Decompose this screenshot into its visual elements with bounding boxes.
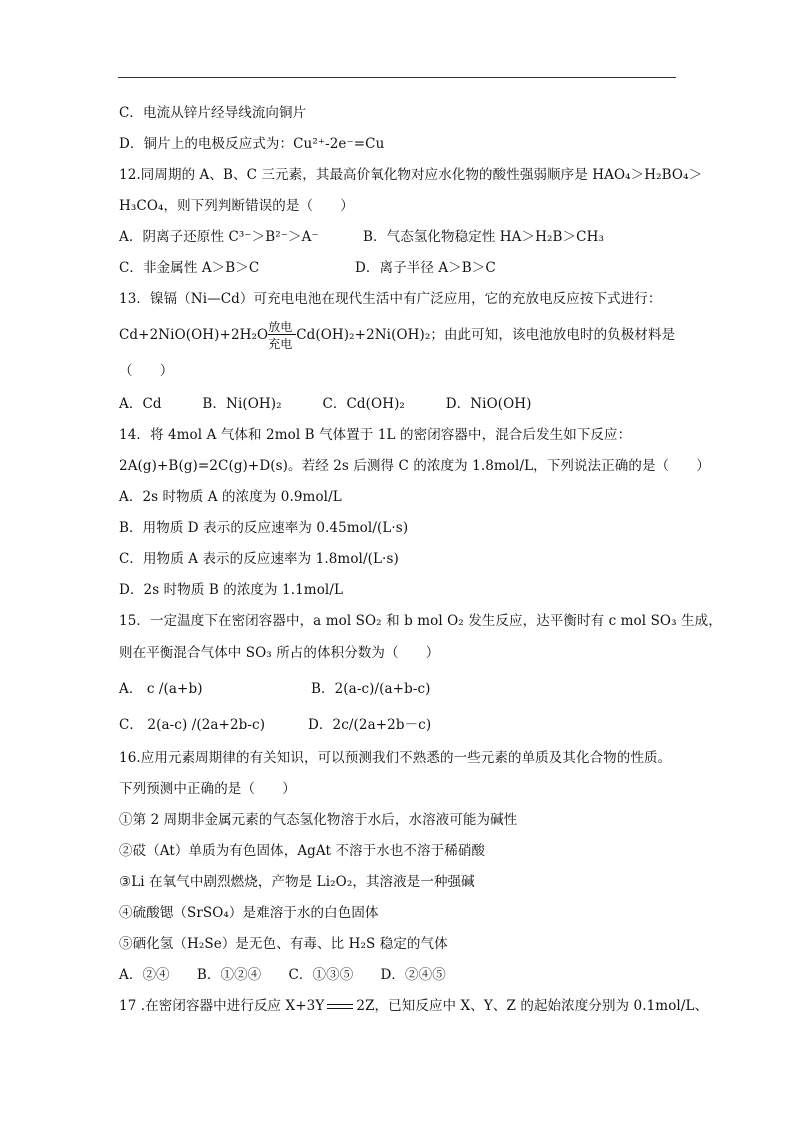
q11-option-c: C．电流从锌片经导线流向铜片 — [119, 105, 307, 121]
q12-option-d: D．离子半径 A＞B＞C — [355, 260, 496, 276]
q13-reaction-arrow — [268, 319, 296, 351]
q13-equation-right: Cd(OH)₂+2Ni(OH)₂；由此可知，该电池放电时的负极材料是 — [296, 327, 676, 343]
q15-option-a: A． c /(a+b) — [119, 681, 203, 697]
q16-options: A．②④ B．①②④ C．①③⑤ D．②④⑤ — [119, 967, 446, 983]
q17-stem-right: 2Z，已知反应中 X、Y、Z 的起始浓度分别为 0.1mol/L、 — [356, 998, 709, 1014]
q16-statement-2: ②砹（At）单质为有色固体，AgAt 不溶于水也不溶于稀硝酸 — [119, 843, 486, 859]
q12-stem-line2: H₃CO₄，则下列判断错误的是（ ） — [119, 198, 354, 214]
q11-option-d: D．铜片上的电极反应式为：Cu²⁺-2e⁻=Cu — [119, 136, 385, 152]
q13-arrow-bottom-label: 充电 — [268, 336, 293, 351]
q14-option-d: D．2s 时物质 B 的浓度为 1.1mol/L — [119, 582, 344, 598]
q16-stem-line2: 下列预测中正确的是（ ） — [119, 781, 296, 797]
q16-statement-3: ③Li 在氧气中剧烈燃烧，产物是 Li₂O₂，其溶液是一种强碱 — [119, 874, 475, 890]
q14-option-a: A．2s 时物质 A 的浓度为 0.9mol/L — [119, 489, 342, 505]
q12-option-b: B．气态氢化物稳定性 HA＞H₂B＞CH₃ — [363, 229, 604, 245]
q15-option-d: D．2c/(2a+2b－c) — [308, 717, 432, 733]
q12-option-a: A．阴离子还原性 C³⁻＞B²⁻＞A⁻ — [119, 229, 319, 245]
q12-option-c: C．非金属性 A＞B＞C — [119, 260, 260, 276]
q17-stem-left: 17 .在密闭容器中进行反应 X+3Y — [119, 998, 325, 1014]
q16-statement-5: ⑤硒化氢（H₂Se）是无色、有毒、比 H₂S 稳定的气体 — [119, 936, 448, 952]
q13-arrow-top-label: 放电 — [268, 319, 293, 334]
equilibrium-arrow-icon — [327, 1002, 353, 1012]
q13-answer-bracket: （ ） — [119, 363, 174, 379]
q14-stem-line1: 14．将 4mol A 气体和 2mol B 气体置于 1L 的密闭容器中，混合后发生如下反应： — [119, 427, 632, 443]
q13-equation — [119, 319, 676, 351]
q15-option-c: C． 2(a-c) /(2a+2b-c) — [119, 717, 266, 733]
q13-stem-line1: 13．镍镉（Ni—Cd）可充电电池在现代生活中有广泛应用，它的充放电反应按下式进行： — [119, 291, 662, 307]
q14-option-c: C．用物质 A 表示的反应速率为 1.8mol/(L·s) — [119, 551, 399, 567]
q13-equation-left: Cd+2NiO(OH)+2H₂O — [119, 327, 269, 343]
q15-stem-line1: 15．一定温度下在密闭容器中，a mol SO₂ 和 b mol O₂ 发生反应，达平衡时有 c mol SO₃ 生成， — [119, 613, 722, 629]
header-rule — [118, 77, 676, 78]
q16-statement-4: ④硫酸锶（SrSO₄）是难溶于水的白色固体 — [119, 905, 379, 921]
q15-stem-line2: 则在平衡混合气体中 SO₃ 所占的体积分数为（ ） — [119, 645, 440, 661]
q15-option-b: B．2(a-c)/(a+b-c) — [311, 681, 431, 697]
q16-stem-line1: 16.应用元素周期律的有关知识，可以预测我们不熟悉的一些元素的单质及其化合物的性质。 — [119, 750, 672, 766]
q12-stem-line1: 12.同周期的 A、B、C 三元素，其最高价氧化物对应水化物的酸性强弱顺序是 HAO₄＞H₂BO₄＞ — [119, 167, 703, 183]
q13-options: A．Cd B．Ni(OH)₂ C．Cd(OH)₂ D．NiO(OH) — [119, 396, 532, 412]
q14-option-b: B．用物质 D 表示的反应速率为 0.45mol/(L·s) — [119, 520, 409, 536]
q14-stem-line2: 2A(g)+B(g)=2C(g)+D(s)。若经 2s 后测得 C 的浓度为 1.8mol/L，下列说法正确的是（ ） — [119, 458, 710, 474]
q17-stem-line1 — [119, 997, 708, 1015]
q16-statement-1: ①第 2 周期非金属元素的气态氢化物溶于水后，水溶液可能为碱性 — [119, 812, 518, 828]
